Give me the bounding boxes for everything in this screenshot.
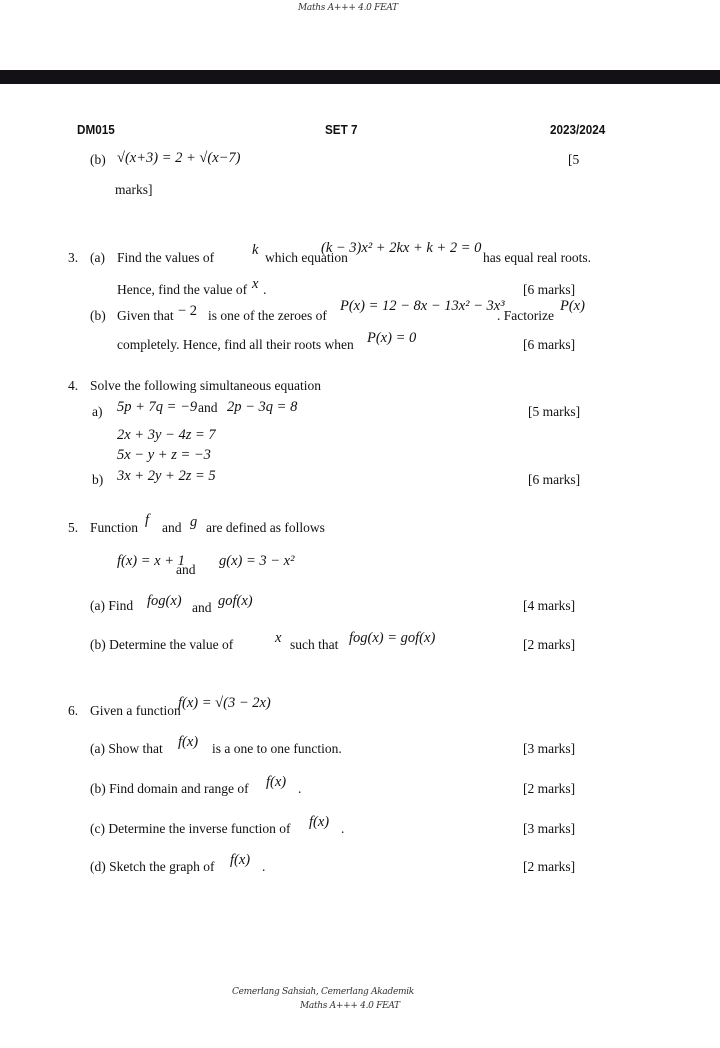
q6a-marks: [3 marks] xyxy=(523,741,576,756)
q3b-text: Given that xyxy=(117,308,174,323)
q5b-text: (b) Determine the value of xyxy=(90,637,234,652)
q3b-text2: is one of the zeroes of xyxy=(208,308,327,323)
q3b-px: P(x) xyxy=(560,298,585,314)
q3a-text: Find the values of xyxy=(117,250,215,265)
q4b-eq2: 5x − y + z = −3 xyxy=(117,447,211,463)
q5-g: g xyxy=(190,514,198,530)
q3b-label: (b) xyxy=(90,308,106,323)
q6c-text2: . xyxy=(341,821,345,836)
footer-motto: Cemerlang Sahsiah, Cemerlang Akademik xyxy=(232,987,414,997)
q5-f: f xyxy=(145,512,150,528)
q2b-marks: [5 xyxy=(568,152,580,167)
q3b-equation: P(x) = 12 − 8x − 13x² − 3x³ xyxy=(340,298,505,314)
q2b-equation: √(x+3) = 2 + √(x−7) xyxy=(117,150,241,166)
q3b-text3: . Factorize xyxy=(497,308,554,323)
q6b-text2: . xyxy=(298,781,302,796)
q4b-eq1: 2x + 3y − 4z = 7 xyxy=(117,427,216,443)
q5-g-definition: g(x) = 3 − x² xyxy=(219,553,295,569)
set-number: SET 7 xyxy=(325,122,358,137)
q6d-fx: f(x) xyxy=(230,852,251,868)
q4-number: 4. xyxy=(68,378,79,393)
q6c-text: (c) Determine the inverse function of xyxy=(90,821,291,836)
q6b-marks: [2 marks] xyxy=(523,781,576,796)
q5b-var: x xyxy=(275,630,282,646)
q6a-text: (a) Show that xyxy=(90,741,163,756)
q5a-label: (a) Find xyxy=(90,598,134,613)
q3a-text2: which equation xyxy=(265,250,348,265)
q3b-marks: [6 marks] xyxy=(523,337,576,352)
q6a-text2: is a one to one function. xyxy=(212,741,342,756)
q3a-text3: has equal real roots. xyxy=(483,250,591,265)
footer-watermark: Maths A+++ 4.0 FEAT xyxy=(300,1001,400,1011)
q3a-var: k xyxy=(252,242,259,258)
q3a-var2: x xyxy=(252,276,259,292)
q5a-marks: [4 marks] xyxy=(523,598,576,613)
q6d-text: (d) Sketch the graph of xyxy=(90,859,215,874)
q6b-text: (b) Find domain and range of xyxy=(90,781,249,796)
q3b-equation2: P(x) = 0 xyxy=(367,330,417,346)
q6d-marks: [2 marks] xyxy=(523,859,576,874)
q6a-fx: f(x) xyxy=(178,734,199,750)
q4b-label: b) xyxy=(92,472,104,487)
q5-text: Function xyxy=(90,520,139,535)
q3b-text4: completely. Hence, find all their roots when xyxy=(117,337,354,352)
q5a-and: and xyxy=(192,600,212,615)
q3a-marks: [6 marks] xyxy=(523,282,576,297)
q5-f-definition: f(x) = x + 1 xyxy=(117,553,185,569)
q4a-eq1: 5p + 7q = −9 xyxy=(117,399,198,415)
q4a-eq2: 2p − 3q = 8 xyxy=(227,399,298,415)
q2b-label: (b) xyxy=(90,152,106,167)
q5-number: 5. xyxy=(68,520,79,535)
session: 2023/2024 xyxy=(550,122,606,137)
q5a-gof: gof(x) xyxy=(218,593,253,609)
q4a-label: a) xyxy=(92,404,103,419)
q4b-marks: [6 marks] xyxy=(528,472,581,487)
course-code: DM015 xyxy=(77,122,115,137)
top-watermark: Maths A+++ 4.0 FEAT xyxy=(298,3,398,13)
q5-text2: and xyxy=(162,520,182,535)
q6c-fx: f(x) xyxy=(309,814,330,830)
q3a-text4: Hence, find the value of xyxy=(117,282,248,297)
q3b-value: − 2 xyxy=(178,303,198,319)
q5-and: and xyxy=(176,562,196,577)
q3-number: 3. xyxy=(68,250,79,265)
q6-number: 6. xyxy=(68,703,79,718)
q3a-label: (a) xyxy=(90,250,105,265)
q3a-end: . xyxy=(263,282,267,297)
q4a-marks: [5 marks] xyxy=(528,404,581,419)
q5b-equation: fog(x) = gof(x) xyxy=(349,630,436,646)
q2b-marks-cont: marks] xyxy=(115,182,153,197)
q3a-equation: (k − 3)x² + 2kx + k + 2 = 0 xyxy=(321,240,482,256)
q6-f-definition: f(x) = √(3 − 2x) xyxy=(178,695,271,711)
q4a-and: and xyxy=(198,400,218,415)
black-band xyxy=(0,70,720,84)
q5-text3: are defined as follows xyxy=(206,520,325,535)
q5b-text2: such that xyxy=(290,637,339,652)
q6d-text2: . xyxy=(262,859,266,874)
q6b-fx: f(x) xyxy=(266,774,287,790)
q6-title: Given a function xyxy=(90,703,181,718)
q5b-marks: [2 marks] xyxy=(523,637,576,652)
q4-title: Solve the following simultaneous equation xyxy=(90,378,321,393)
q6c-marks: [3 marks] xyxy=(523,821,576,836)
q5a-fog: fog(x) xyxy=(147,593,182,609)
q4b-eq3: 3x + 2y + 2z = 5 xyxy=(117,468,216,484)
